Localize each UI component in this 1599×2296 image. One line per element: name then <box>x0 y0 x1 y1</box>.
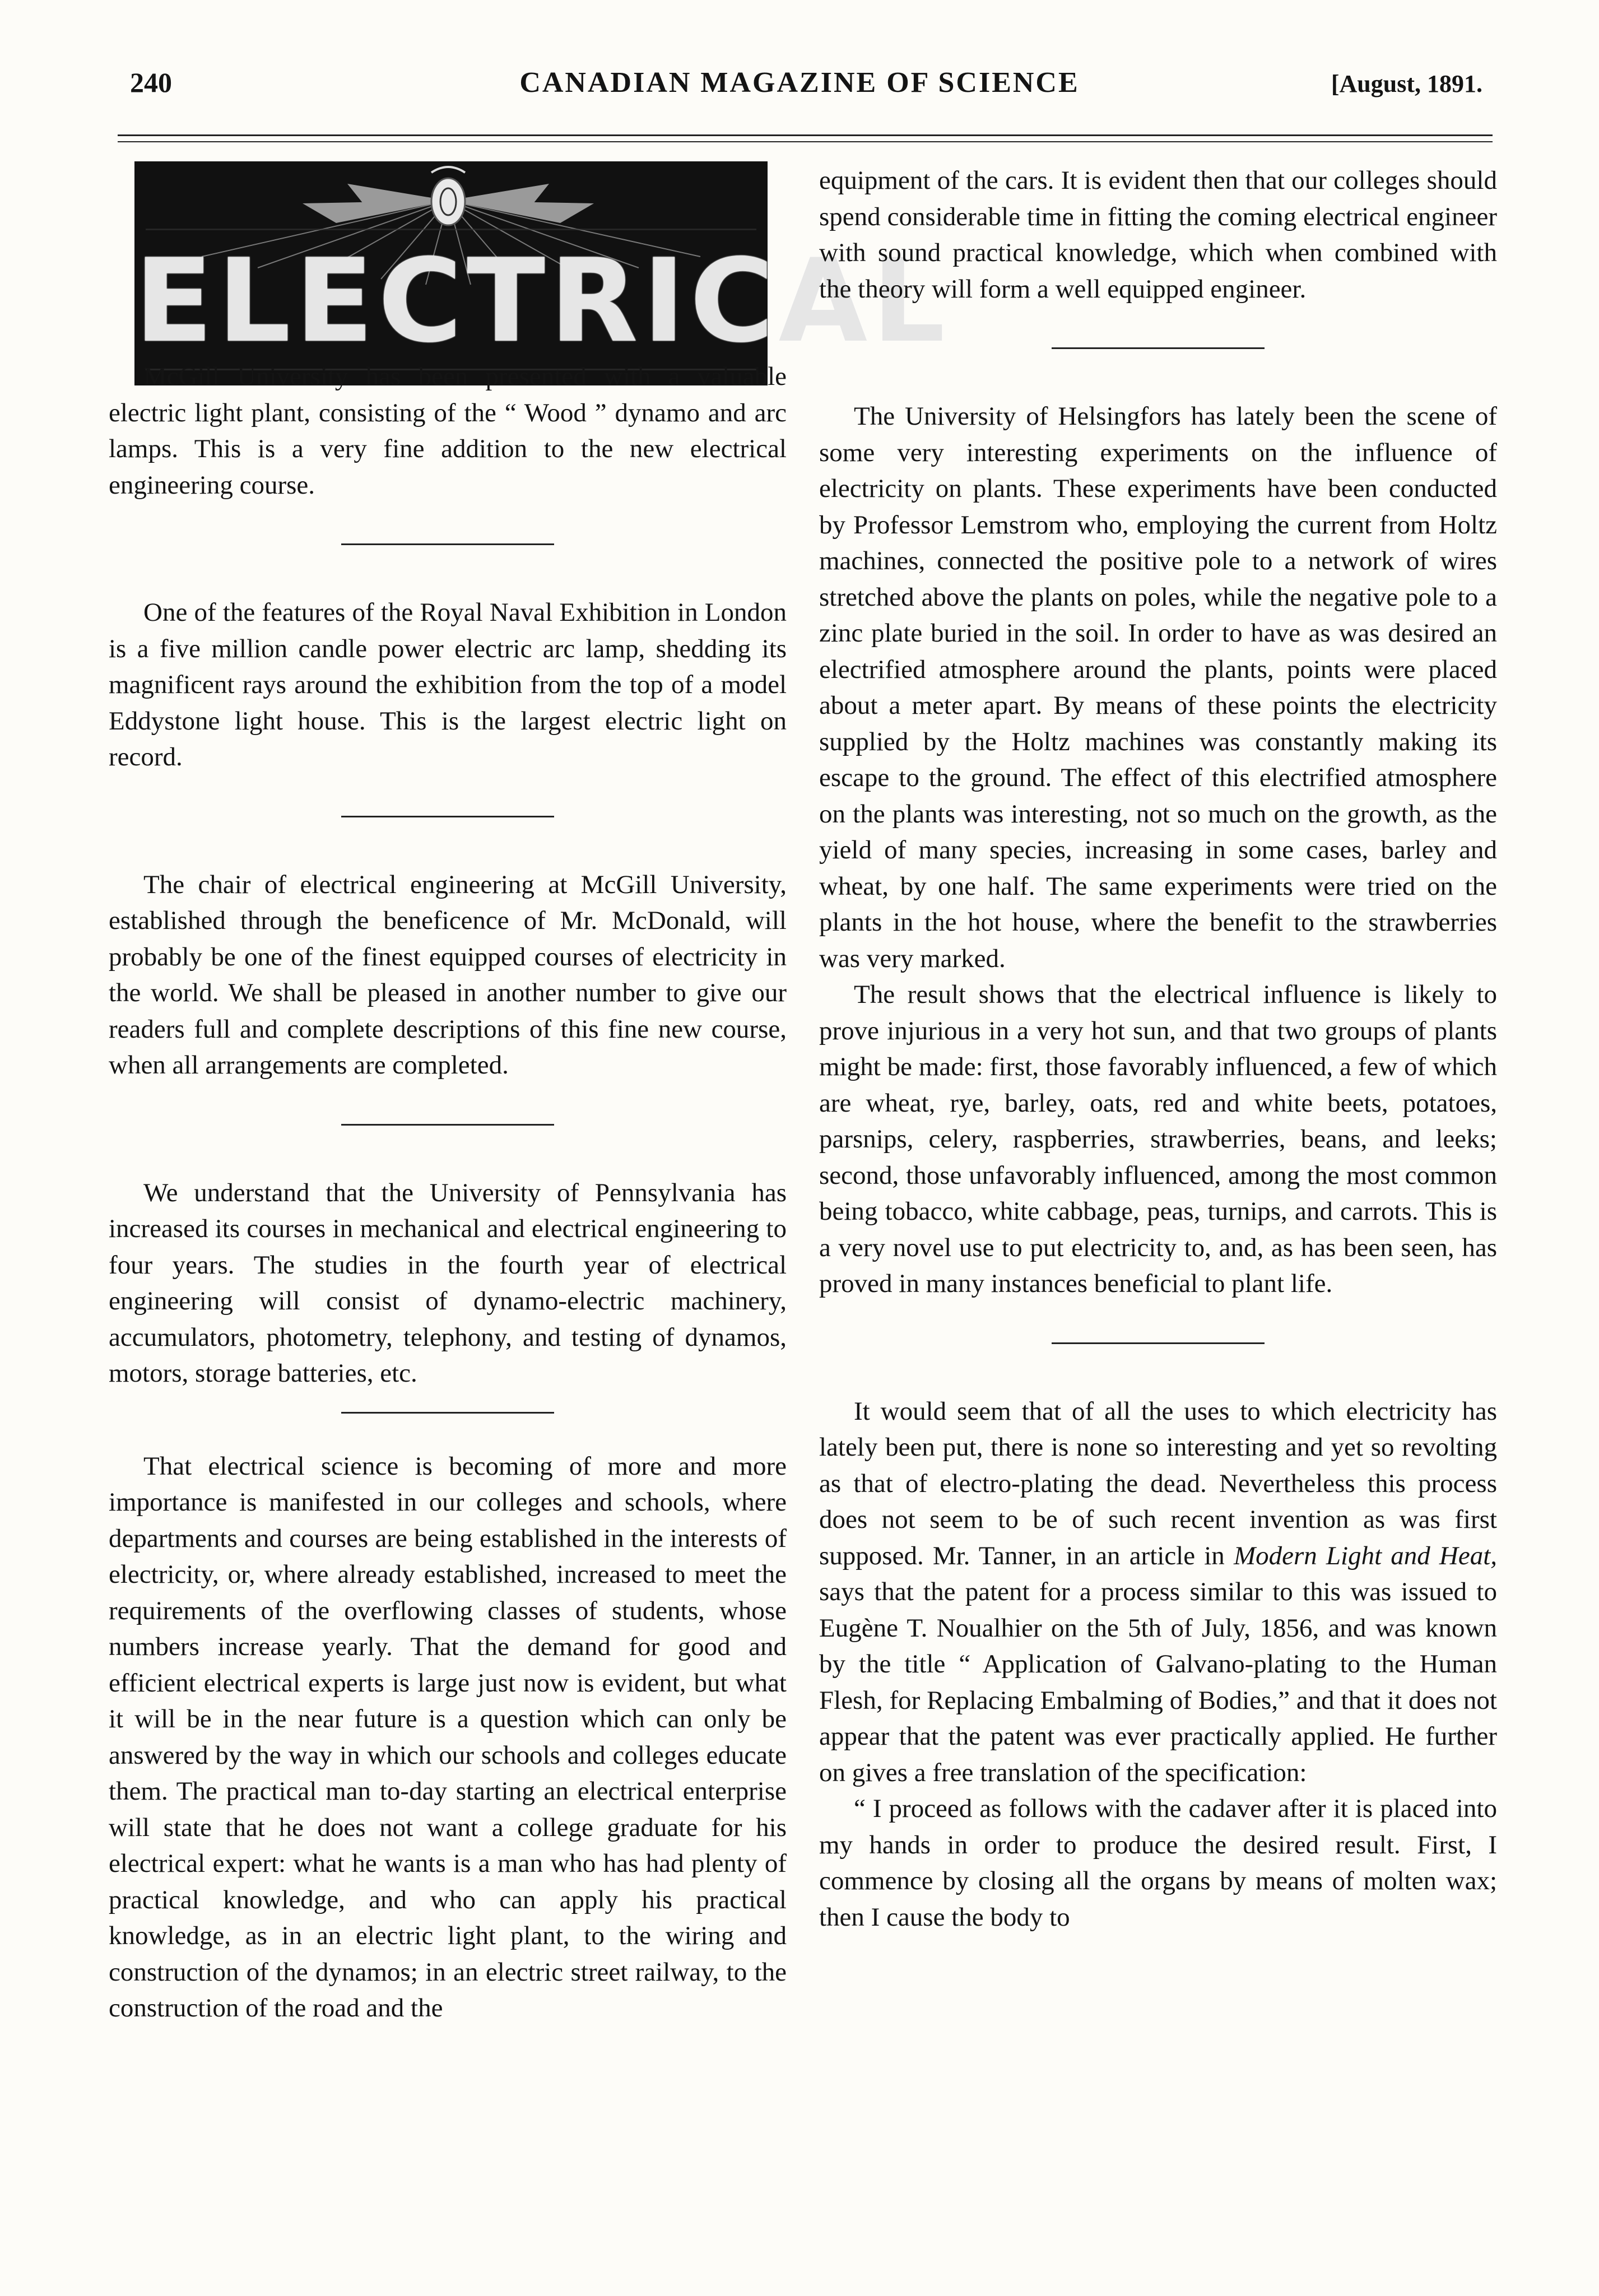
electro-plating-text-b: says that the patent for a process similar to this was issued to Eugène T. Noualhier on the 5th of July, 1856, and was known by the title “ Application of Galvano-plating to the Human Flesh, for Replacing Embalming of Bodies,” and that it does not appear that the patent was ever practically applied. He further on gives a free translation of the specification: <box>819 1577 1497 1787</box>
section-divider <box>341 1412 554 1414</box>
page-number: 240 <box>130 67 172 98</box>
issue-date: [August, 1891. <box>1331 70 1482 97</box>
article-specification-quote: “ I proceed as follows with the cadaver after it is placed into my hands in order to produce the desired result. First, I commence by closing all the organs by means of molten wax; then I cause the body to <box>819 1794 1497 1932</box>
electrical-section-banner <box>134 161 950 385</box>
section-divider <box>1052 1342 1265 1344</box>
running-head: CANADIAN MAGAZINE OF SCIENCE <box>519 67 1080 99</box>
article-electrical-science: That electrical science is becoming of more and more importance is manifested in our colleges and schools, where departments and courses are being established in the interests of electricity, or, where already established, increased to meet the requirements of the overflowing classes of students, whose numbers increase yearly. That the demand for good and efficient electrical experts is large just now is evident, but what it will be in the near future is a question which can only be answered by the way in which our schools and colleges educate them. The practical man to-day starting an electrical enterprise will state that he does not want a college graduate for his electrical expert: what he wants is a man who has had plenty of practical knowledge, and who can apply his practical knowledge, as in an electric light plant, to the wiring and construction of the dynamos; in an electric street railway, to the construction of the road and the <box>109 1451 787 2023</box>
section-divider <box>341 543 554 545</box>
article-mcgill-plant: McGill University has been presented with a valuable electric light plant, consisting of the “ Wood ” dynamo and arc lamps. This is a very fine addition to the new electrical engineering course. <box>109 362 787 500</box>
right-column <box>819 162 1497 1935</box>
article-mcgill-chair: The chair of electrical engineering at McGill University, established through the beneficence of Mr. McDonald, will probably be one of the finest equipped courses of electricity in the world. We shall be pleased in another number to give our readers full and complete descriptions of this fine new course, when all arrangements are completed. <box>109 870 787 1080</box>
article-helsingfors-experiments: The University of Helsingfors has lately been the scene of some very interesting experiments on the influence of electricity on plants. These experiments have been conducted by Professor Lemstrom who, employing the current from Holtz machines, connected the positive pole to a network of wires stretched above the plants on poles, while the negative pole to a zinc plate buried in the soil. In order to have as was desired an electrified atmosphere around the plants, points were placed about a meter apart. By means of these points the electricity supplied by the Holtz machines was constantly making its escape to the ground. The effect of this electrified atmosphere on the plants was interesting, not so much on the growth, as the yield of many species, increasing in some cases, barley and wheat, by one half. The same experiments were tried on the plants in the hot house, where the benefit to the strawberries was very marked. <box>819 402 1497 973</box>
left-column <box>109 359 787 2027</box>
article-royal-naval-exhibition: One of the features of the Royal Naval Exhibition in London is a five million candle power electric arc lamp, shedding its magnificent rays around the exhibition from the top of a model Eddystone light house. This is the largest electric light on record. <box>109 598 787 771</box>
section-divider <box>1052 347 1265 349</box>
article-electrical-science-continued: equipment of the cars. It is evident then that our colleges should spend considerable time in fitting the coming electrical engineer with sound practical knowledge, which when combined with the theory will form a well equipped engineer. <box>819 166 1497 304</box>
article-pennsylvania: We understand that the University of Pennsylvania has increased its courses in mechanical and electrical engineering to four years. The studies in the fourth year of electrical engineering will consist of dynamo-electric machinery, accumulators, photometry, telephony, and testing of dynamos, motors, storage batteries, etc. <box>109 1178 787 1388</box>
section-divider <box>341 816 554 817</box>
article-electro-plating <box>819 1393 1497 1791</box>
banner-title: ELECTRICAL <box>134 235 950 368</box>
electro-plating-text-a: It would seem that of all the uses to which electricity has lately been put, there is none so interesting and yet so revolting as that of electro-plating the dead. Nevertheless this process does not seem to be of such recent invention as was first supposed. Mr. Tanner, in an article in <box>819 1396 1497 1570</box>
publication-title: Modern Light and Heat, <box>1233 1541 1498 1570</box>
header-rule <box>118 134 1493 142</box>
section-divider <box>341 1124 554 1126</box>
article-helsingfors-result: The result shows that the electrical influence is likely to prove injurious in a very hot sun, and that two groups of plants might be made: first, those favorably influenced, a few of which are wheat, rye, barley, oats, red and white beets, potatoes, parsnips, celery, raspberries, strawberries, beans, and leeks; second, those unfavorably influenced, among the most common being tobacco, white cabbage, peas, turnips, and carrots. This is a very novel use to put electricity to, and, as has been seen, has proved in many instances beneficial to plant life. <box>819 980 1497 1298</box>
